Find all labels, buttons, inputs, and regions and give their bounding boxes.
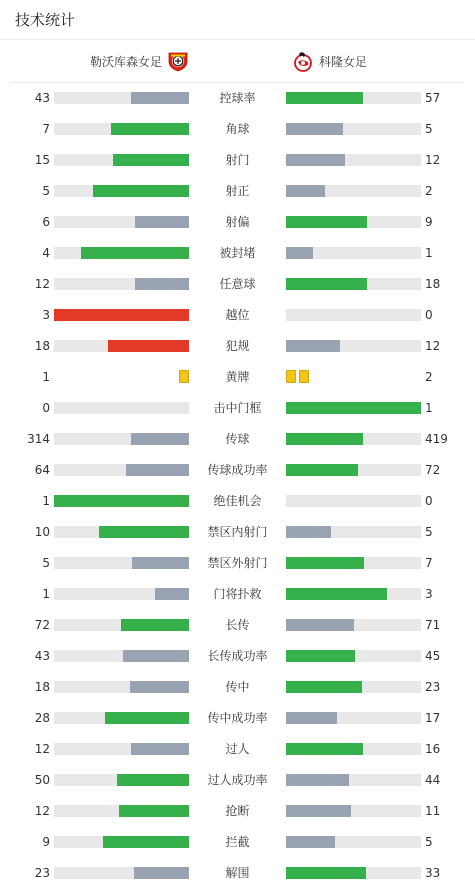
- away-value: 2: [425, 184, 433, 198]
- stat-label: 拦截: [225, 835, 250, 849]
- home-value: 12: [34, 277, 50, 291]
- home-value: 0: [42, 401, 50, 415]
- home-bar-fill: [103, 836, 189, 848]
- stat-label: 角球: [225, 122, 250, 136]
- away-bar-fill: [286, 340, 340, 352]
- home-bar-track: [54, 743, 189, 755]
- away-bar-fill: [286, 433, 363, 445]
- away-bar-track: [286, 588, 421, 600]
- home-value: 15: [34, 153, 50, 167]
- home-bar-fill: [93, 185, 189, 197]
- away-bar-track: [286, 433, 421, 445]
- away-value: 23: [425, 680, 441, 694]
- home-value: 12: [34, 742, 50, 756]
- away-bar-fill: [286, 805, 351, 817]
- stat-row: [0, 269, 475, 300]
- home-value: 1: [42, 494, 50, 508]
- stat-row: [0, 548, 475, 579]
- home-value: 72: [34, 618, 50, 632]
- away-bar-track: [286, 309, 421, 321]
- away-value: 18: [425, 277, 441, 291]
- stat-label: 禁区内射门: [207, 525, 268, 539]
- stat-row: [0, 300, 475, 331]
- away-bar-track: [286, 743, 421, 755]
- away-bar-fill: [286, 154, 345, 166]
- stat-label: 传球成功率: [207, 463, 268, 477]
- away-bar-fill: [286, 650, 355, 662]
- away-bar-track: [286, 712, 421, 724]
- away-value: 2: [425, 370, 433, 384]
- home-bar-fill: [121, 619, 189, 631]
- home-bar-track: [54, 805, 189, 817]
- away-value: 0: [425, 308, 433, 322]
- home-value: 7: [42, 122, 50, 136]
- away-value: 17: [425, 711, 441, 725]
- home-value: 6: [42, 215, 50, 229]
- away-value: 45: [425, 649, 441, 663]
- away-bar-track: [286, 495, 421, 507]
- page-title: 技术统计: [15, 11, 76, 29]
- home-value: 28: [34, 711, 50, 725]
- stat-row: [0, 517, 475, 548]
- home-bar-track: [54, 650, 189, 662]
- away-bar-fill: [286, 123, 343, 135]
- home-bar-track: [54, 526, 189, 538]
- stat-label: 门将扑救: [213, 587, 262, 601]
- home-bar-fill: [135, 216, 189, 228]
- away-value: 0: [425, 494, 433, 508]
- home-bar-track: [54, 402, 189, 414]
- away-bar-track: [286, 805, 421, 817]
- away-value: 1: [425, 401, 433, 415]
- away-value: 11: [425, 804, 441, 818]
- header: [0, 0, 475, 40]
- away-value: 71: [425, 618, 441, 632]
- stat-row: [0, 827, 475, 858]
- away-value: 5: [425, 835, 433, 849]
- home-bar-track: [54, 123, 189, 135]
- away-bar-fill: [286, 867, 366, 879]
- home-bar-fill: [111, 123, 189, 135]
- home-value: 5: [42, 184, 50, 198]
- yellow-card-icon: [299, 370, 309, 383]
- home-bar-track: [54, 433, 189, 445]
- stat-row: [0, 734, 475, 765]
- stats-list: [0, 83, 475, 889]
- away-team-name: 科隆女足: [319, 54, 368, 69]
- away-value: 12: [425, 339, 441, 353]
- home-bar-track: [54, 309, 189, 321]
- fc-koeln-crest-icon: [292, 50, 314, 72]
- home-value: 1: [42, 370, 50, 384]
- away-value: 5: [425, 122, 433, 136]
- home-bar-fill: [132, 557, 189, 569]
- away-bar-track: [286, 92, 421, 104]
- bayer-leverkusen-crest-icon: [167, 50, 189, 72]
- stat-label: 解围: [225, 866, 250, 880]
- home-team-name: 勒沃库森女足: [90, 54, 163, 69]
- home-bar-track: [54, 464, 189, 476]
- away-bar-fill: [286, 216, 367, 228]
- home-bar-track: [54, 774, 189, 786]
- stat-label: 越位: [225, 308, 250, 322]
- stat-label: 过人: [225, 742, 250, 756]
- stat-label: 绝佳机会: [213, 494, 262, 508]
- away-value: 12: [425, 153, 441, 167]
- home-bar-fill: [117, 774, 189, 786]
- away-value: 419: [425, 432, 448, 446]
- away-value: 3: [425, 587, 433, 601]
- home-bar-track: [54, 278, 189, 290]
- home-bar-track: [54, 681, 189, 693]
- away-bar-fill: [286, 402, 421, 414]
- stat-label: 犯规: [225, 339, 250, 353]
- away-value: 9: [425, 215, 433, 229]
- away-bar-track: [286, 619, 421, 631]
- away-bar-fill: [286, 247, 313, 259]
- home-bar-fill: [119, 805, 189, 817]
- stat-label: 传球: [225, 432, 250, 446]
- stat-row: [0, 672, 475, 703]
- away-value: 16: [425, 742, 441, 756]
- stat-row: [0, 703, 475, 734]
- away-bar-track: [286, 278, 421, 290]
- away-value: 1: [425, 246, 433, 260]
- home-bar-fill: [135, 278, 189, 290]
- away-bar-fill: [286, 774, 349, 786]
- stat-label: 被封堵: [219, 246, 256, 260]
- home-bar-fill: [131, 743, 189, 755]
- away-bar-track: [286, 681, 421, 693]
- stat-row: [0, 83, 475, 114]
- stat-label: 传中成功率: [207, 711, 268, 725]
- home-bar-fill: [105, 712, 189, 724]
- home-bar-fill: [126, 464, 189, 476]
- away-value: 44: [425, 773, 441, 787]
- stat-row: [0, 424, 475, 455]
- stat-label: 射正: [225, 184, 250, 198]
- home-bar-track: [54, 185, 189, 197]
- home-value: 5: [42, 556, 50, 570]
- stat-row: [0, 114, 475, 145]
- home-value: 43: [34, 91, 50, 105]
- stat-row: [0, 362, 475, 393]
- home-bar-track: [54, 340, 189, 352]
- away-bar-fill: [286, 619, 354, 631]
- stat-row: [0, 486, 475, 517]
- away-bar-track: [286, 526, 421, 538]
- away-bar-fill: [286, 836, 335, 848]
- home-value: 43: [34, 649, 50, 663]
- away-value: 57: [425, 91, 441, 105]
- stat-label: 黄牌: [225, 370, 250, 384]
- stat-label: 任意球: [219, 277, 256, 291]
- away-bar-fill: [286, 526, 331, 538]
- home-bar-track: [54, 588, 189, 600]
- home-bar-fill: [108, 340, 189, 352]
- stat-row: [0, 455, 475, 486]
- away-bar-track: [286, 650, 421, 662]
- stat-label: 击中门框: [213, 401, 262, 415]
- home-bar-track: [54, 92, 189, 104]
- away-bar-fill: [286, 588, 387, 600]
- away-bar-fill: [286, 92, 363, 104]
- stat-label: 射偏: [225, 215, 250, 229]
- away-bar-fill: [286, 557, 364, 569]
- stat-row: [0, 610, 475, 641]
- home-bar-fill: [131, 433, 189, 445]
- away-bar-track: [286, 185, 421, 197]
- home-yellow-cards: [179, 370, 189, 383]
- home-bar-track: [54, 712, 189, 724]
- away-bar-track: [286, 402, 421, 414]
- stat-label: 过人成功率: [207, 773, 268, 787]
- home-value: 64: [34, 463, 50, 477]
- home-team[interactable]: [90, 40, 189, 82]
- away-bar-track: [286, 247, 421, 259]
- stat-row: [0, 641, 475, 672]
- home-value: 50: [34, 773, 50, 787]
- stat-label: 长传: [225, 618, 250, 632]
- home-bar-track: [54, 557, 189, 569]
- away-bar-track: [286, 154, 421, 166]
- home-bar-track: [54, 495, 189, 507]
- home-bar-fill: [155, 588, 189, 600]
- away-value: 7: [425, 556, 433, 570]
- home-value: 1: [42, 587, 50, 601]
- home-value: 23: [34, 866, 50, 880]
- away-bar-track: [286, 340, 421, 352]
- stat-row: [0, 238, 475, 269]
- home-bar-fill: [54, 495, 189, 507]
- away-bar-fill: [286, 681, 362, 693]
- stat-label: 长传成功率: [207, 649, 268, 663]
- stat-row: [0, 176, 475, 207]
- home-bar-fill: [134, 867, 189, 879]
- home-bar-fill: [130, 681, 189, 693]
- home-bar-fill: [54, 309, 189, 321]
- yellow-card-icon: [286, 370, 296, 383]
- away-bar-track: [286, 774, 421, 786]
- home-value: 314: [27, 432, 50, 446]
- home-bar-track: [54, 154, 189, 166]
- home-bar-track: [54, 247, 189, 259]
- home-bar-fill: [81, 247, 189, 259]
- away-bar-fill: [286, 464, 358, 476]
- home-value: 9: [42, 835, 50, 849]
- stat-label: 射门: [225, 153, 250, 167]
- stat-label: 控球率: [219, 91, 256, 105]
- home-value: 3: [42, 308, 50, 322]
- home-bar-track: [54, 216, 189, 228]
- stat-row: [0, 796, 475, 827]
- away-bar-track: [286, 464, 421, 476]
- away-bar-track: [286, 557, 421, 569]
- away-team[interactable]: [292, 40, 367, 82]
- away-bar-track: [286, 123, 421, 135]
- away-bar-fill: [286, 712, 337, 724]
- away-value: 72: [425, 463, 441, 477]
- away-bar-track: [286, 867, 421, 879]
- away-bar-track: [286, 836, 421, 848]
- home-bar-fill: [123, 650, 189, 662]
- stat-row: [0, 393, 475, 424]
- home-bar-fill: [113, 154, 189, 166]
- stat-label: 禁区外射门: [207, 556, 268, 570]
- teams-header: [10, 40, 465, 83]
- stat-row: [0, 765, 475, 796]
- away-bar-fill: [286, 743, 363, 755]
- home-value: 4: [42, 246, 50, 260]
- home-value: 18: [34, 680, 50, 694]
- away-value: 33: [425, 866, 441, 880]
- away-bar-fill: [286, 278, 367, 290]
- stat-row: [0, 145, 475, 176]
- stat-row: [0, 579, 475, 610]
- yellow-card-icon: [179, 370, 189, 383]
- away-yellow-cards: [286, 370, 309, 383]
- home-value: 12: [34, 804, 50, 818]
- home-bar-track: [54, 619, 189, 631]
- stat-row: [0, 331, 475, 362]
- home-bar-fill: [99, 526, 189, 538]
- away-value: 5: [425, 525, 433, 539]
- stat-label: 抢断: [225, 804, 250, 818]
- stat-row: [0, 858, 475, 889]
- home-value: 10: [34, 525, 50, 539]
- home-value: 18: [34, 339, 50, 353]
- home-bar-track: [54, 867, 189, 879]
- away-bar-track: [286, 216, 421, 228]
- stat-label: 传中: [225, 680, 250, 694]
- away-bar-fill: [286, 185, 325, 197]
- stat-row: [0, 207, 475, 238]
- home-bar-track: [54, 836, 189, 848]
- home-bar-fill: [131, 92, 189, 104]
